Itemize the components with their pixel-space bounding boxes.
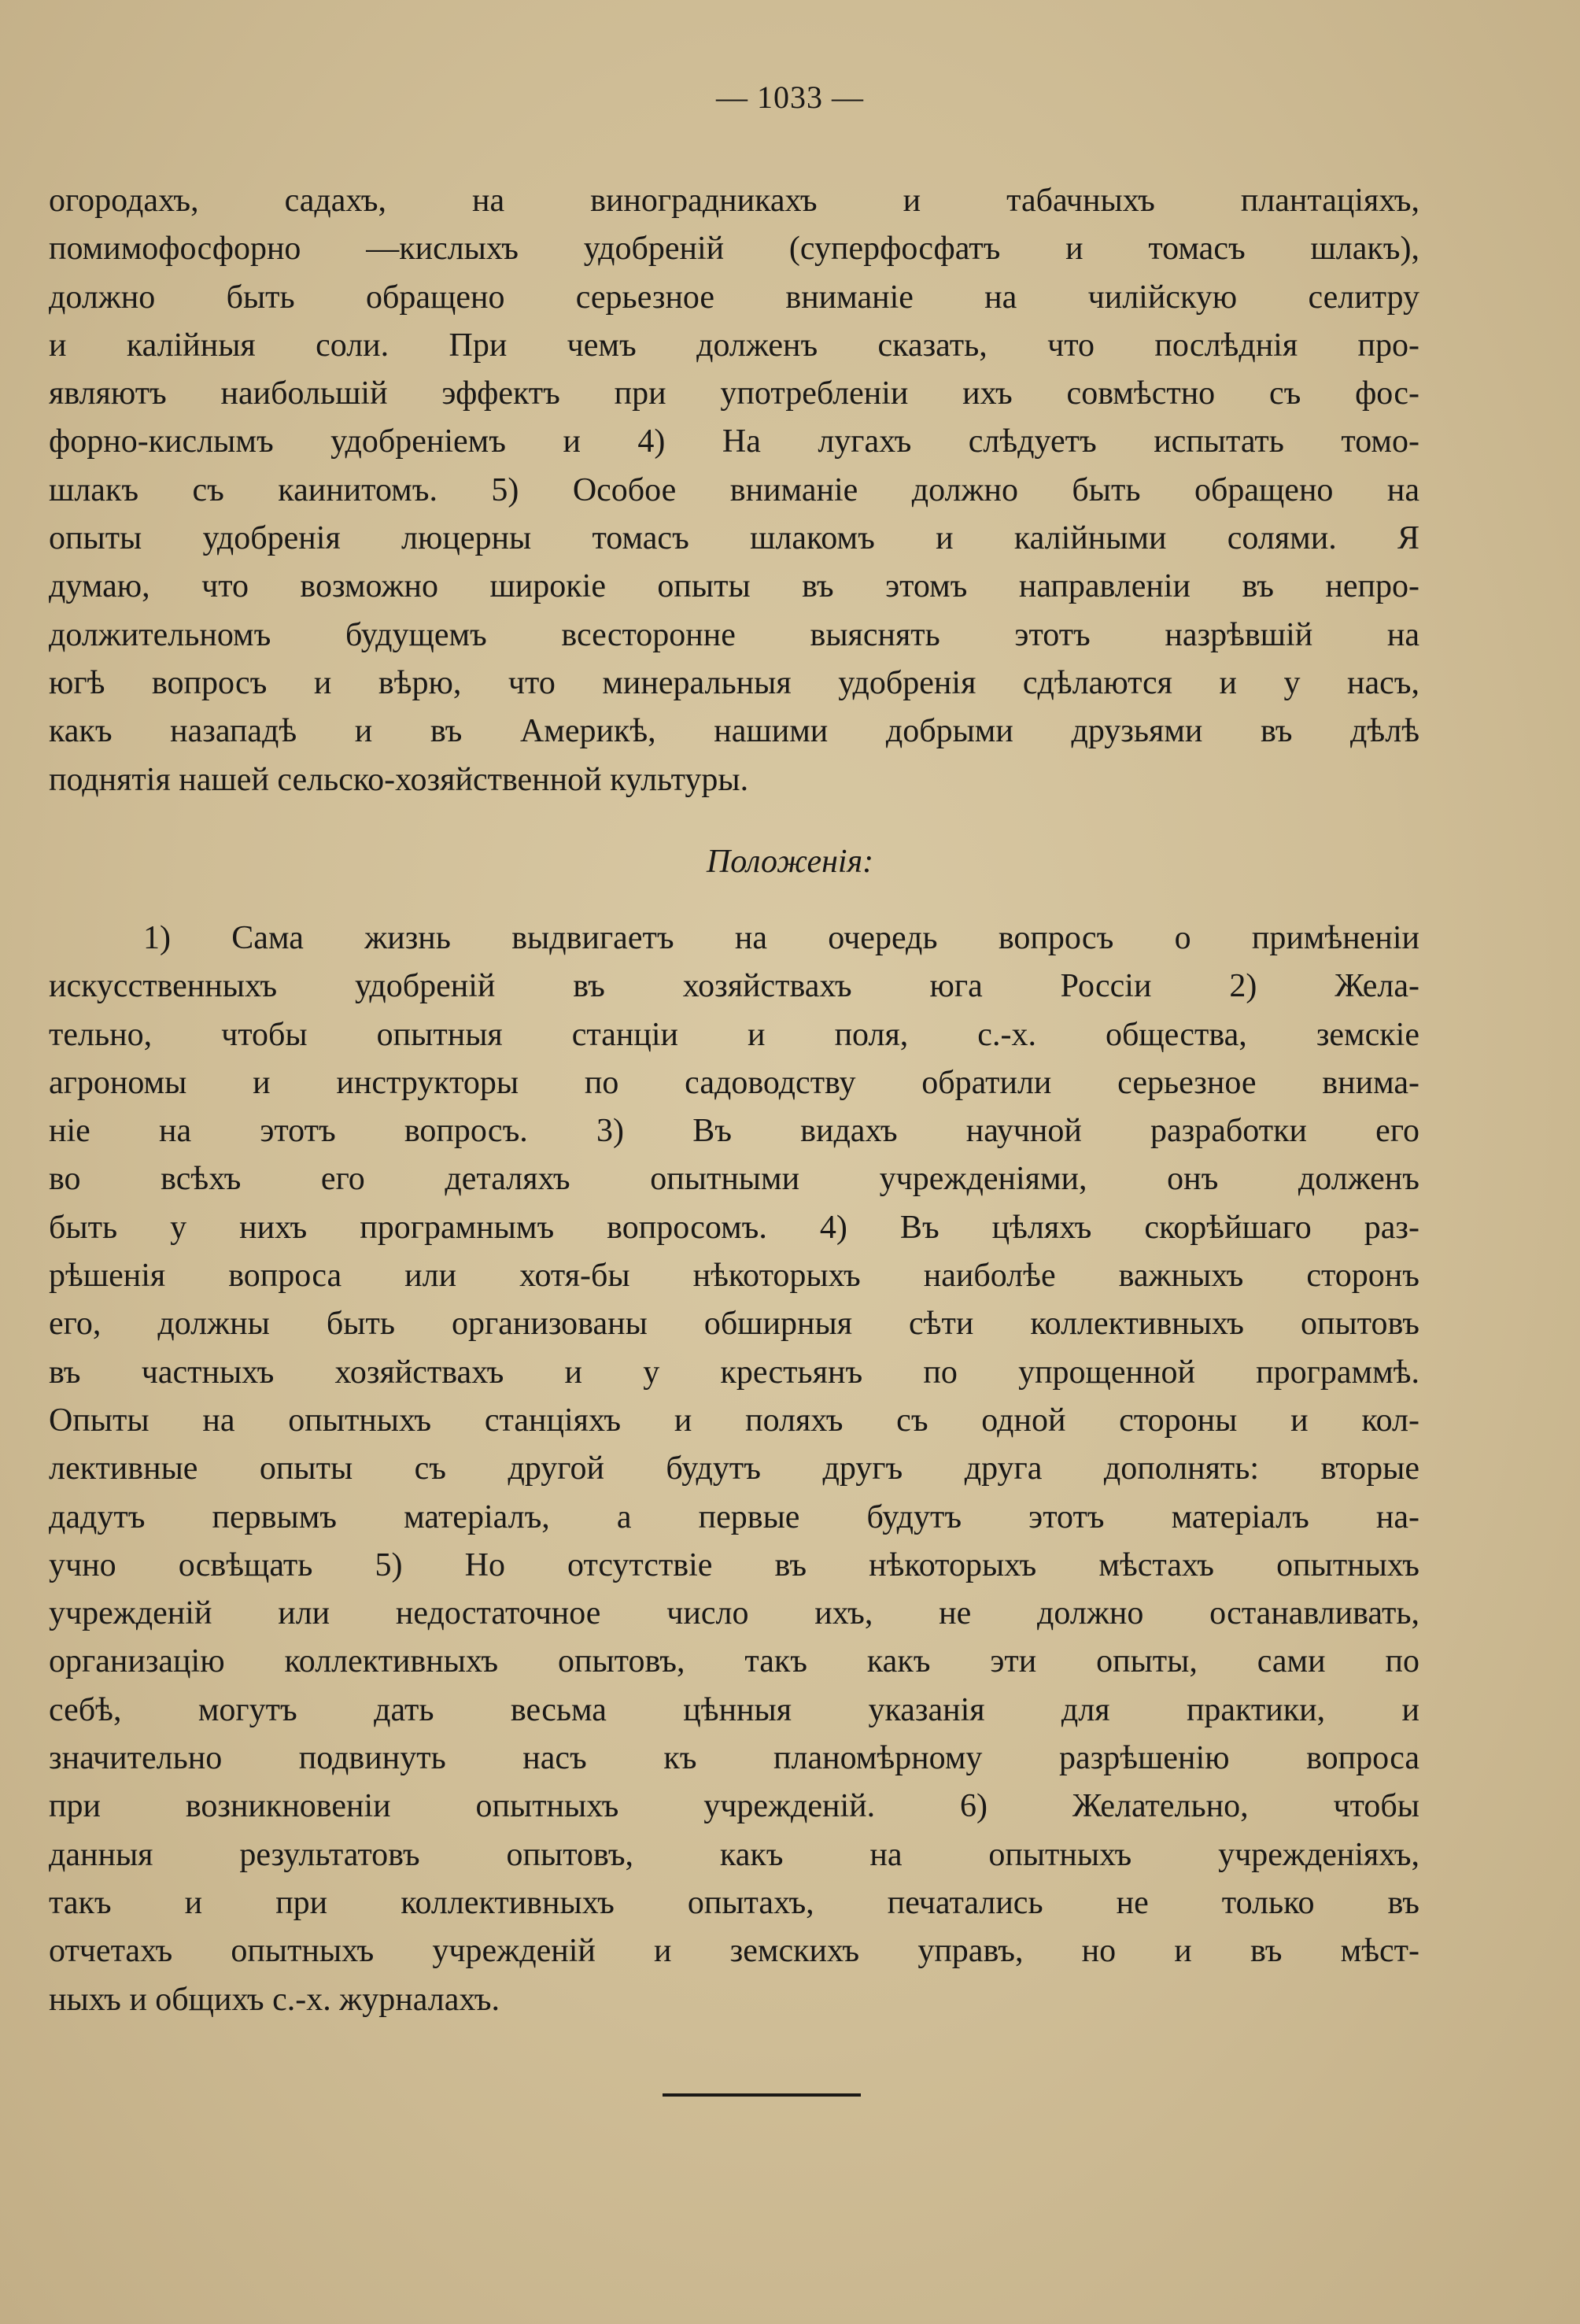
section-divider bbox=[663, 2093, 861, 2097]
text-line: шлакъ съ каинитомъ. 5) Особое вниманіе должно быть обращено на bbox=[49, 471, 1419, 508]
text-line: во всѣхъ его деталяхъ опытными учрежденіями, онъ долженъ bbox=[49, 1161, 1419, 1198]
paragraph-theses bbox=[49, 914, 1419, 2024]
text-line: думаю, что возможно широкіе опыты въ этомъ направленіи въ непро- bbox=[49, 568, 1419, 605]
text-line: огородахъ, садахъ, на виноградникахъ и табачныхъ плантаціяхъ, bbox=[49, 183, 1419, 219]
text-line: отчетахъ опытныхъ учрежденій и земскихъ управъ, но и въ мѣст- bbox=[49, 1933, 1419, 1970]
text-line: дадутъ первымъ матеріалъ, а первые будутъ этотъ матеріалъ на- bbox=[49, 1498, 1419, 1535]
text-line: данныя результатовъ опытовъ, какъ на опытныхъ учрежденіяхъ, bbox=[49, 1836, 1419, 1873]
text-line: должительномъ будущемъ всесторонне выяснять этотъ назрѣвшій на bbox=[49, 616, 1419, 653]
text-line: ныхъ и общихъ с.-х. журналахъ. bbox=[49, 1981, 500, 2018]
text-line: югѣ вопросъ и вѣрю, что минеральныя удобренія сдѣлаются и у насъ, bbox=[49, 664, 1419, 701]
page-number: — 1033 — bbox=[716, 79, 864, 115]
section-heading: Положенія: bbox=[706, 844, 874, 880]
text-line: Опыты на опытныхъ станціяхъ и поляхъ съ одной стороны и кол- bbox=[49, 1402, 1419, 1439]
text-line: какъ назападѣ и въ Америкѣ, нашими добрыми друзьями въ дѣлѣ bbox=[49, 713, 1419, 750]
text-line: форно-кислымъ удобреніемъ и 4) На лугахъ слѣдуетъ испытать томо- bbox=[49, 423, 1419, 460]
text-line: являютъ наибольшій эффектъ при употребленіи ихъ совмѣстно съ фос- bbox=[49, 375, 1419, 412]
text-line: учрежденій или недостаточное число ихъ, не должно останавливать, bbox=[49, 1595, 1419, 1632]
text-line: тельно, чтобы опытныя станціи и поля, с.-х. общества, земскіе bbox=[49, 1016, 1419, 1053]
text-line: искусственныхъ удобреній въ хозяйствахъ юга Россіи 2) Жела- bbox=[49, 968, 1419, 1005]
text-line: быть у нихъ програмнымъ вопросомъ. 4) Въ цѣляхъ скорѣйшаго раз- bbox=[49, 1209, 1419, 1246]
text-line: ніе на этотъ вопросъ. 3) Въ видахъ научной разработки его bbox=[49, 1113, 1419, 1150]
paragraph-intro bbox=[49, 177, 1419, 804]
text-line: рѣшенія вопроса или хотя-бы нѣкоторыхъ наиболѣе важныхъ сторонъ bbox=[49, 1258, 1419, 1295]
text-line: должно быть обращено серьезное вниманіе на чилійскую селитру bbox=[49, 279, 1419, 316]
text-line: 1) Сама жизнь выдвигаетъ на очередь вопросъ о примѣненіи bbox=[143, 920, 1419, 956]
text-line: въ частныхъ хозяйствахъ и у крестьянъ по упрощенной программѣ. bbox=[49, 1354, 1419, 1391]
text-line: агрономы и инструкторы по садоводству обратили серьезное внима- bbox=[49, 1064, 1419, 1101]
text-line: себѣ, могутъ дать весьма цѣнныя указанія для практики, и bbox=[49, 1691, 1419, 1728]
text-line: поднятія нашей сельско-хозяйственной культуры. bbox=[49, 761, 749, 798]
text-line: организацію коллективныхъ опытовъ, такъ какъ эти опыты, сами по bbox=[49, 1643, 1419, 1680]
text-line: опыты удобренія люцерны томасъ шлакомъ и калійными солями. Я bbox=[49, 520, 1419, 557]
text-line: такъ и при коллективныхъ опытахъ, печатались не только въ bbox=[49, 1884, 1419, 1921]
text-line: при возникновеніи опытныхъ учрежденій. 6) Желательно, чтобы bbox=[49, 1788, 1419, 1825]
text-line: его, должны быть организованы обширныя сѣти коллективныхъ опытовъ bbox=[49, 1306, 1419, 1343]
text-line: учно освѣщать 5) Но отсутствіе въ нѣкоторыхъ мѣстахъ опытныхъ bbox=[49, 1546, 1419, 1583]
text-line: лективные опыты съ другой будутъ другъ друга дополнять: вторые bbox=[49, 1450, 1419, 1487]
text-line: и калійныя соли. При чемъ долженъ сказать, что послѣднія про- bbox=[49, 327, 1419, 364]
text-line: помимофосфорно —кислыхъ удобреній (суперфосфатъ и томасъ шлакъ), bbox=[49, 231, 1419, 268]
text-line: значительно подвинуть насъ къ планомѣрному разрѣшенію вопроса bbox=[49, 1740, 1419, 1777]
